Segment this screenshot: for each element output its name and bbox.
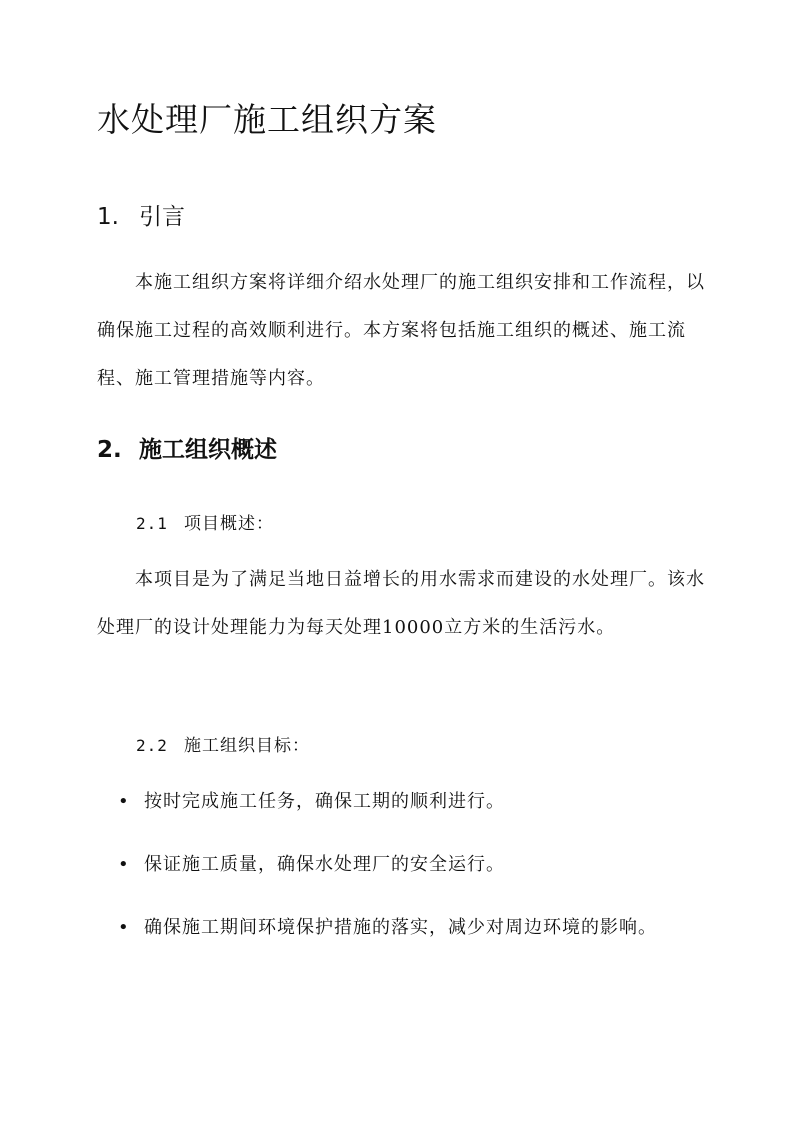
section-title: 引言 [139, 204, 185, 230]
goal-text: 确保施工期间环境保护措施的落实，减少对周边环境的影响。 [144, 917, 657, 938]
section-heading-overview [97, 431, 277, 464]
section-title: 施工组织概述 [139, 437, 277, 463]
section-number: 2. [97, 437, 122, 463]
subsection-title: 项目概述： [184, 514, 274, 534]
section-number: 1. [97, 204, 119, 230]
project-overview-paragraph: 本项目是为了满足当地日益增长的用水需求而建设的水处理厂。该水处理厂的设计处理能力为每天处理10000立方米的生活污水。 [97, 569, 705, 638]
subsection-number: 2.1 [136, 514, 168, 533]
goal-text: 保证施工质量，确保水处理厂的安全运行。 [144, 854, 505, 875]
subsection-heading-project [136, 509, 274, 534]
subsection-number: 2.2 [136, 736, 168, 755]
intro-paragraph: 本施工组织方案将详细介绍水处理厂的施工组织安排和工作流程，以确保施工过程的高效顺利进行。本方案将包括施工组织的概述、施工流程、施工管理措施等内容。 [97, 272, 705, 389]
subsection-heading-goals [136, 731, 310, 756]
goal-list-item [118, 776, 698, 828]
goal-list-item [118, 839, 698, 891]
subsection-title: 施工组织目标： [184, 736, 310, 756]
goal-text: 按时完成施工任务，确保工期的顺利进行。 [144, 791, 505, 812]
bullet-icon: • [118, 917, 130, 938]
goal-list-item [118, 902, 698, 954]
section-heading-intro [97, 198, 185, 231]
bullet-icon: • [118, 854, 130, 875]
document-title: 水处理厂施工组织方案 [97, 100, 437, 139]
bullet-icon: • [118, 791, 130, 812]
